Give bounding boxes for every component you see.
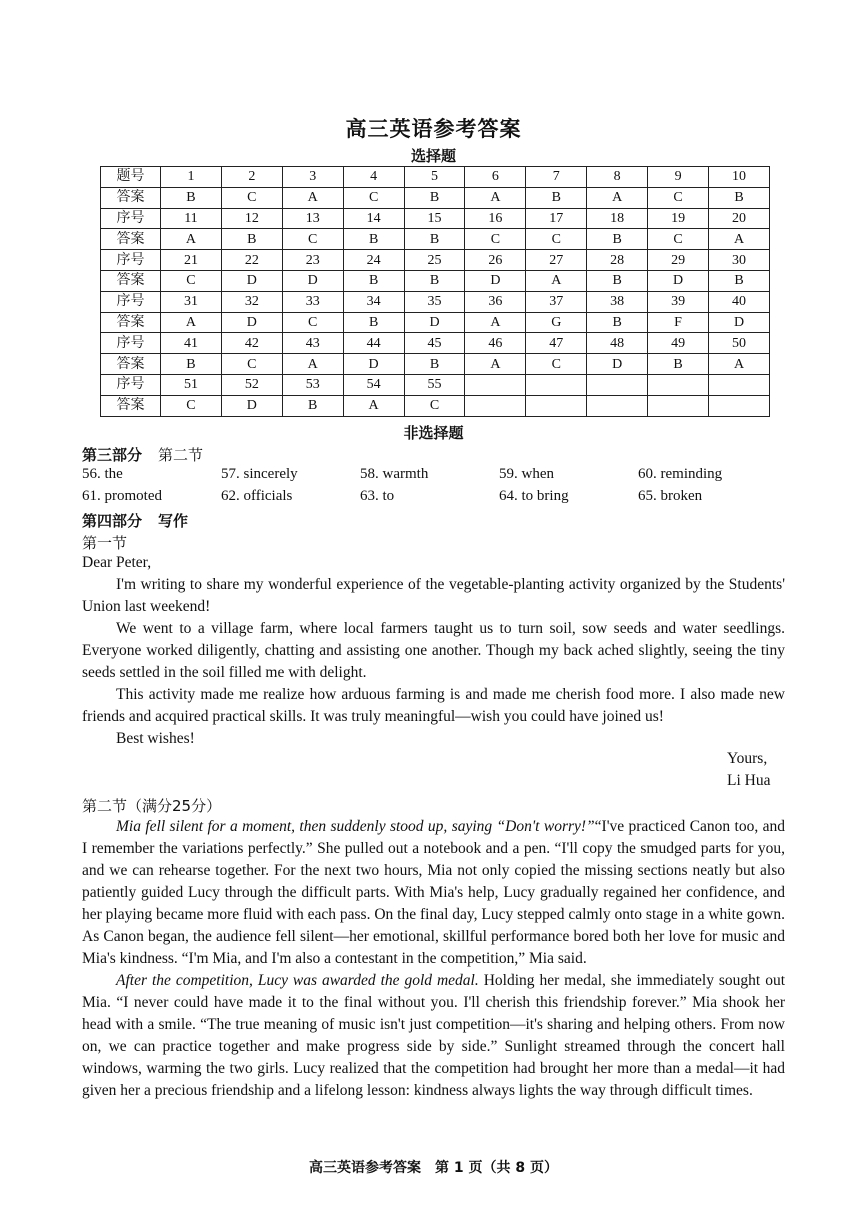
answer-cell: D (221, 395, 282, 416)
answer-cell: G (526, 312, 587, 333)
given-opening-2: After the competition, Lucy was awarded the gold medal. (116, 972, 479, 989)
answer-cell: B (404, 270, 465, 291)
choice-heading: 选择题 (410, 147, 456, 165)
letter (82, 552, 785, 750)
answer-cell: 11 (161, 208, 222, 229)
row-label: 答案 (101, 187, 161, 208)
letter-paragraph: We went to a village farm, where local farmers taught us to turn soil, sow seeds and water seedlings. Everyone worked diligently, chatting and assisting one another. Though my back ached slightly, seeing the tiny seeds settled in the soil filled me with delight. (82, 620, 785, 681)
answer-cell: 2 (221, 167, 282, 188)
answer-cell (709, 395, 770, 416)
answer-cell: B (709, 187, 770, 208)
answer-cell (709, 374, 770, 395)
row-label: 序号 (101, 291, 161, 312)
answer-cell: 27 (526, 250, 587, 271)
answer-cell: 4 (343, 167, 404, 188)
answer-cell: C (221, 354, 282, 375)
row-label: 答案 (101, 354, 161, 375)
answer-cell: 45 (404, 333, 465, 354)
answer-cell: 29 (648, 250, 709, 271)
answer-cell: 18 (587, 208, 648, 229)
answer-cell: B (587, 270, 648, 291)
section1-label: 第一节 (82, 534, 128, 552)
answer-cell: C (282, 312, 343, 333)
answer-cell: 26 (465, 250, 526, 271)
answer-cell: 54 (343, 374, 404, 395)
answer-cell: 50 (709, 333, 770, 354)
continuation-text-1: “I've practiced Canon too, and I remember the variations perfectly.” She pulled out a notebook and a pen. “I'll copy the smudged parts for you, and we can rehearse together. For the next two hours, Mia not only copied the missing sections neatly but also patiently guided Lucy through the difficult parts. With Mia's help, Lucy gradually regained her confidence, and her playing became more fluid with each pass. On the final day, Lucy stepped calmly onto stage in a white gown. As Canon began, the audience fell silent—her emotional, skillful performance bored both her love for music and Mia's kindness. “I'm Mia, and I'm also a contestant in the competition,” Mia said. (82, 818, 785, 967)
fill-answer: 58. warmth (360, 466, 429, 482)
answer-cell: A (587, 187, 648, 208)
answer-cell: A (161, 229, 222, 250)
answer-cell: B (282, 395, 343, 416)
answer-cell: B (587, 312, 648, 333)
answer-cell: A (343, 395, 404, 416)
answer-table (100, 166, 770, 417)
answer-cell: B (404, 229, 465, 250)
page-title: 高三英语参考答案 (345, 116, 522, 141)
answer-cell: 1 (161, 167, 222, 188)
answer-cell: C (282, 229, 343, 250)
answer-table-row (101, 374, 770, 395)
answer-cell: 30 (709, 250, 770, 271)
row-label: 题号 (101, 167, 161, 188)
fill-row-1 (82, 466, 782, 486)
answer-cell: D (221, 312, 282, 333)
answer-cell: 9 (648, 167, 709, 188)
answer-cell: 55 (404, 374, 465, 395)
answer-cell: B (161, 354, 222, 375)
answer-cell: 10 (709, 167, 770, 188)
page-footer: 高三英语参考答案 第 1 页（共 8 页） (309, 1160, 558, 1176)
answer-cell: 41 (161, 333, 222, 354)
answer-cell: D (343, 354, 404, 375)
answer-cell: 47 (526, 333, 587, 354)
answer-cell: 39 (648, 291, 709, 312)
answer-cell: 34 (343, 291, 404, 312)
answer-cell: 43 (282, 333, 343, 354)
letter-paragraph: This activity made me realize how arduous farming is and made me cherish food more. I also made new friends and acquired practical skills. It was truly meaningful—wish you could have joined us! (82, 686, 785, 725)
answer-cell: 51 (161, 374, 222, 395)
answer-table-row (101, 167, 770, 188)
answer-cell: A (282, 187, 343, 208)
answer-cell: 22 (221, 250, 282, 271)
answer-cell: 36 (465, 291, 526, 312)
letter-sign-off: Yours, (727, 750, 768, 767)
answer-cell (648, 374, 709, 395)
answer-cell: 6 (465, 167, 526, 188)
answer-cell: 20 (709, 208, 770, 229)
answer-cell: 37 (526, 291, 587, 312)
answer-cell: C (221, 187, 282, 208)
answer-cell: D (648, 270, 709, 291)
letter-greeting: Dear Peter, (82, 554, 152, 571)
answer-cell: A (526, 270, 587, 291)
answer-cell: 14 (343, 208, 404, 229)
answer-cell: D (404, 312, 465, 333)
letter-signature: Li Hua (727, 772, 771, 789)
part4-title-a: 第四部分 (82, 512, 143, 530)
answer-cell: 32 (221, 291, 282, 312)
answer-cell: 31 (161, 291, 222, 312)
answer-cell: C (526, 229, 587, 250)
answer-cell: 13 (282, 208, 343, 229)
answer-cell: C (404, 395, 465, 416)
answer-cell: D (587, 354, 648, 375)
answer-cell: B (343, 312, 404, 333)
answer-cell: 21 (161, 250, 222, 271)
row-label: 答案 (101, 312, 161, 333)
fill-answer: 65. broken (638, 488, 703, 504)
answer-cell: 8 (587, 167, 648, 188)
row-label: 序号 (101, 333, 161, 354)
continuation-text-2: Holding her medal, she immediately sought out Mia. “I never could have made it to the final without you. I'll cherish this friendship forever.” Mia shook her head with a smile. “The true meaning of music isn't just competition—it's sharing and helping others. From now on, we can practice together and make progress side by side.” Sunlight streamed through the concert hall windows, warming the two girls. Lucy realized that the competition had brought her more than a medal—it had given her a precious friendship and a lifelong lesson: kindness always lights the way through difficult times. (82, 972, 785, 1099)
row-label: 答案 (101, 229, 161, 250)
letter-closing: Best wishes! (116, 730, 195, 747)
answer-cell: 52 (221, 374, 282, 395)
answer-cell: C (343, 187, 404, 208)
fill-answer: 62. officials (221, 488, 293, 504)
answer-cell: B (343, 229, 404, 250)
answer-cell: 3 (282, 167, 343, 188)
answer-cell: D (282, 270, 343, 291)
answer-cell: B (161, 187, 222, 208)
answer-table-row (101, 395, 770, 416)
answer-cell: 42 (221, 333, 282, 354)
answer-cell: A (161, 312, 222, 333)
answer-cell: B (404, 354, 465, 375)
part4-title-b: 写作 (158, 512, 189, 530)
answer-table-row (101, 291, 770, 312)
answer-cell (587, 395, 648, 416)
answer-cell: C (648, 229, 709, 250)
fill-answer: 59. when (499, 466, 554, 482)
section2-label: 第二节（满分25分） (82, 797, 222, 815)
fill-answer: 56. the (82, 466, 123, 482)
answer-cell: D (465, 270, 526, 291)
answer-cell: C (161, 270, 222, 291)
part3-title-a: 第三部分 (82, 446, 143, 464)
answer-cell: A (709, 354, 770, 375)
answer-cell: 53 (282, 374, 343, 395)
letter-paragraph: I'm writing to share my wonderful experience of the vegetable-planting activity organized by the Students' Union last weekend! (82, 576, 785, 615)
row-label: 序号 (101, 250, 161, 271)
row-label: 答案 (101, 395, 161, 416)
continuation (82, 816, 785, 1102)
fill-answer: 63. to (360, 488, 395, 504)
answer-cell: A (465, 354, 526, 375)
answer-cell: D (709, 312, 770, 333)
answer-cell (526, 374, 587, 395)
answer-cell: 15 (404, 208, 465, 229)
row-label: 序号 (101, 374, 161, 395)
fill-answer: 57. sincerely (221, 466, 298, 482)
answer-table-row (101, 270, 770, 291)
answer-cell: C (526, 354, 587, 375)
answer-cell: 5 (404, 167, 465, 188)
continuation-paragraph-1 (82, 816, 785, 970)
answer-cell: 40 (709, 291, 770, 312)
answer-table-row (101, 312, 770, 333)
answer-cell: 48 (587, 333, 648, 354)
part3-title-b: 第二节 (158, 446, 204, 464)
answer-cell: 28 (587, 250, 648, 271)
answer-cell: A (282, 354, 343, 375)
answer-cell: B (343, 270, 404, 291)
answer-table-row (101, 208, 770, 229)
answer-cell: B (709, 270, 770, 291)
answer-table-row (101, 250, 770, 271)
answer-cell: 35 (404, 291, 465, 312)
answer-cell: C (161, 395, 222, 416)
part3-title (82, 444, 203, 465)
answer-table-row (101, 354, 770, 375)
fill-answer: 64. to bring (499, 488, 569, 504)
answer-cell: B (587, 229, 648, 250)
answer-cell: D (221, 270, 282, 291)
answer-cell: 19 (648, 208, 709, 229)
answer-table-row (101, 333, 770, 354)
answer-cell (465, 374, 526, 395)
answer-cell: A (465, 312, 526, 333)
answer-cell: 12 (221, 208, 282, 229)
answer-cell: B (221, 229, 282, 250)
answer-cell (587, 374, 648, 395)
answer-cell: 23 (282, 250, 343, 271)
answer-cell: C (648, 187, 709, 208)
answer-cell: B (526, 187, 587, 208)
given-opening-1: Mia fell silent for a moment, then suddenly stood up, saying “Don't worry!” (116, 818, 595, 835)
answer-cell: 25 (404, 250, 465, 271)
fill-answer: 60. reminding (638, 466, 723, 482)
answer-cell: 24 (343, 250, 404, 271)
answer-cell: C (465, 229, 526, 250)
answer-cell (465, 395, 526, 416)
answer-cell: B (648, 354, 709, 375)
answer-table-row (101, 187, 770, 208)
fill-answer: 61. promoted (82, 488, 162, 504)
nonchoice-heading: 非选择题 (403, 424, 464, 442)
row-label: 答案 (101, 270, 161, 291)
answer-cell (648, 395, 709, 416)
answer-cell: 33 (282, 291, 343, 312)
answer-cell: 49 (648, 333, 709, 354)
answer-cell: A (465, 187, 526, 208)
row-label: 序号 (101, 208, 161, 229)
continuation-paragraph-2 (82, 970, 785, 1102)
answer-cell: A (709, 229, 770, 250)
answer-cell: 7 (526, 167, 587, 188)
part4-title (82, 510, 188, 531)
answer-cell: 17 (526, 208, 587, 229)
answer-cell: 38 (587, 291, 648, 312)
answer-cell (526, 395, 587, 416)
answer-cell: 46 (465, 333, 526, 354)
answer-cell: F (648, 312, 709, 333)
answer-table-row (101, 229, 770, 250)
fill-row-2 (82, 488, 782, 508)
answer-cell: 44 (343, 333, 404, 354)
answer-cell: B (404, 187, 465, 208)
answer-cell: 16 (465, 208, 526, 229)
